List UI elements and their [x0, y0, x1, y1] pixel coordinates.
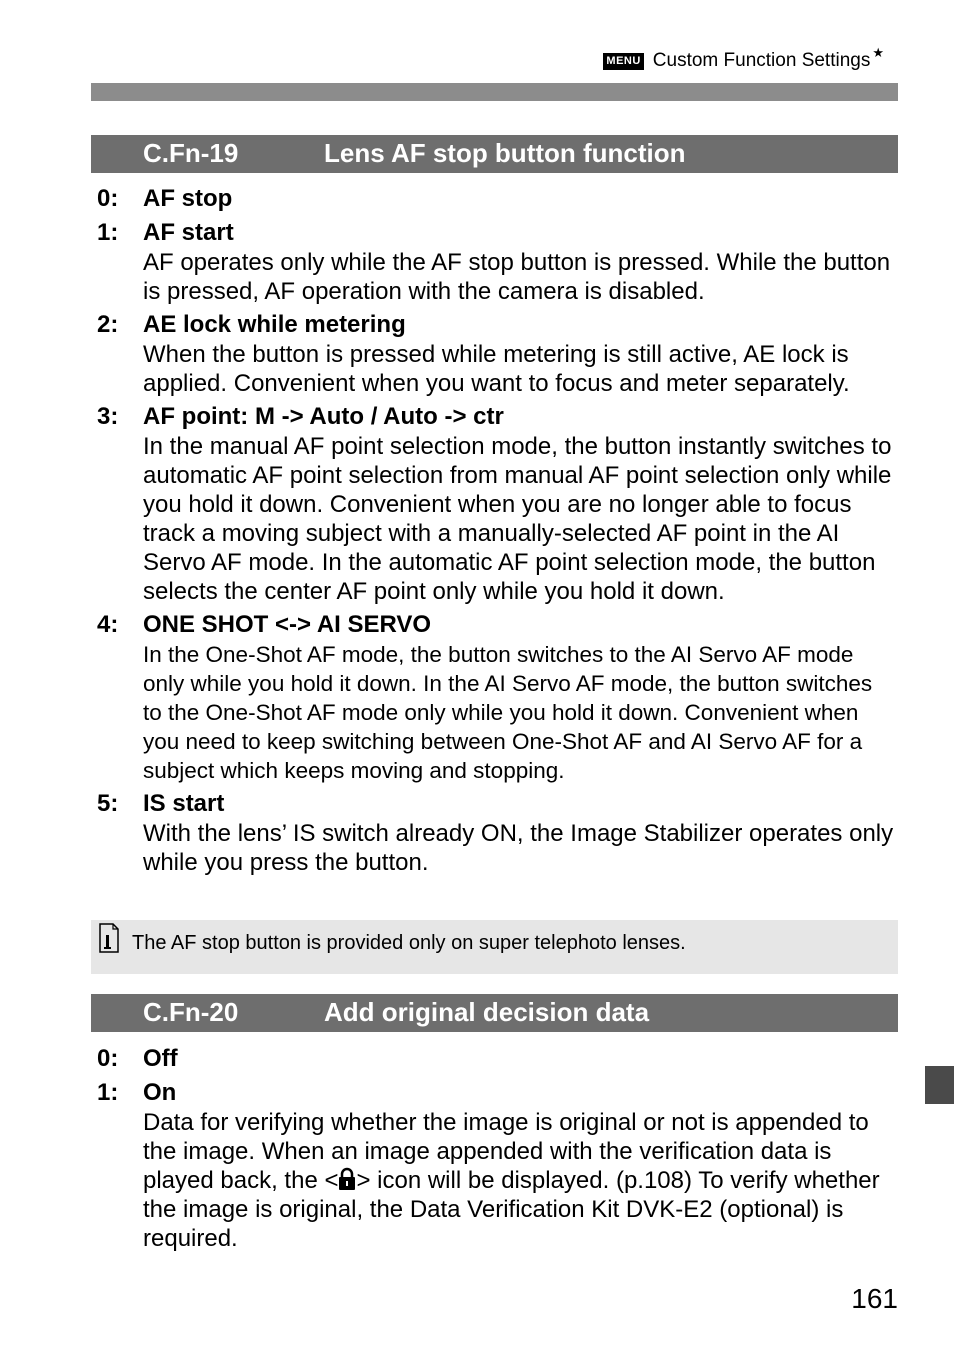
header-title: Custom Function Settings [652, 50, 871, 71]
option-description: When the button is pressed while metering is still active, AE lock is applied. Convenient when you want to focus and meter separately. [143, 341, 850, 397]
chapter-tab [925, 1066, 954, 1104]
section-title: Lens AF stop button function [324, 138, 686, 168]
option-number: 4: [97, 611, 119, 638]
option-number: 1: [97, 1079, 119, 1106]
option-item [97, 1076, 897, 1253]
option-label: IS start [143, 790, 225, 817]
note-text: The AF stop button is provided only on super telephoto lenses. [132, 932, 686, 954]
note-box [91, 920, 898, 974]
menu-badge: MENU [603, 53, 643, 70]
option-item [97, 308, 897, 398]
section-heading-cfn20 [91, 994, 898, 1032]
page-number: 161 [851, 1283, 898, 1314]
section-code: C.Fn-20 [143, 997, 239, 1027]
running-header [603, 45, 884, 72]
option-label: AF point: M -> Auto / Auto -> ctr [143, 403, 504, 430]
option-item [97, 216, 897, 306]
option-description: AF operates only while the AF stop button is pressed. While the button is pressed, AF operation with the camera is disabled. [143, 249, 891, 305]
option-label: AF stop [143, 185, 233, 212]
option-item [97, 608, 897, 785]
option-item [97, 182, 897, 216]
option-number: 1: [97, 219, 119, 246]
section-title: Add original decision data [324, 997, 650, 1027]
option-item [97, 400, 897, 606]
star-icon: ★ [872, 45, 884, 60]
option-label: Off [143, 1045, 178, 1072]
option-label: AF start [143, 219, 234, 246]
option-description [143, 1108, 897, 1253]
cfn19-options [97, 182, 897, 879]
option-description: With the lens’ IS switch already ON, the Image Stabilizer operates only while you press the button. [143, 820, 894, 876]
lock-icon [338, 1167, 356, 1191]
option-item [97, 1042, 897, 1076]
option-number: 0: [97, 1045, 119, 1072]
note-icon [99, 923, 119, 953]
section-heading-cfn19 [91, 135, 898, 173]
option-description: In the One-Shot AF mode, the button switches to the AI Servo AF mode only while you hold it down. In the AI Servo AF mode, the button switches to the One-Shot AF mode only while you hold it down. Convenient when you need to keep switching between One-Shot AF and AI Servo AF for a subject which keeps moving and stopping. [143, 642, 873, 783]
option-item [97, 787, 897, 877]
description-text-after: > icon will be displayed. (p.108) To verify whether the image is original, the Data Verification Kit DVK-E2 (optional) is required. [143, 1167, 880, 1252]
option-number: 2: [97, 311, 119, 338]
option-label: ONE SHOT <-> AI SERVO [143, 611, 432, 638]
section-code: C.Fn-19 [143, 138, 239, 168]
option-label: AE lock while metering [143, 311, 406, 338]
description-text-before: Data for verifying whether the image is original or not is appended to the image. When an image appended with the verification data is played back, the < [143, 1109, 869, 1194]
cfn20-options [97, 1042, 897, 1255]
option-number: 0: [97, 185, 119, 212]
header-rule [91, 83, 898, 101]
option-description: In the manual AF point selection mode, the button instantly switches to automatic AF point selection from manual AF point selection only while you hold it down. Convenient when you are no longer able to focus track a moving subject with a manually-selected AF point in the AI Servo AF mode. In the automatic AF point selection mode, the button selects the center AF point only while you hold it down. [143, 433, 892, 605]
option-number: 5: [97, 790, 119, 817]
option-label: On [143, 1079, 177, 1106]
option-number: 3: [97, 403, 119, 430]
